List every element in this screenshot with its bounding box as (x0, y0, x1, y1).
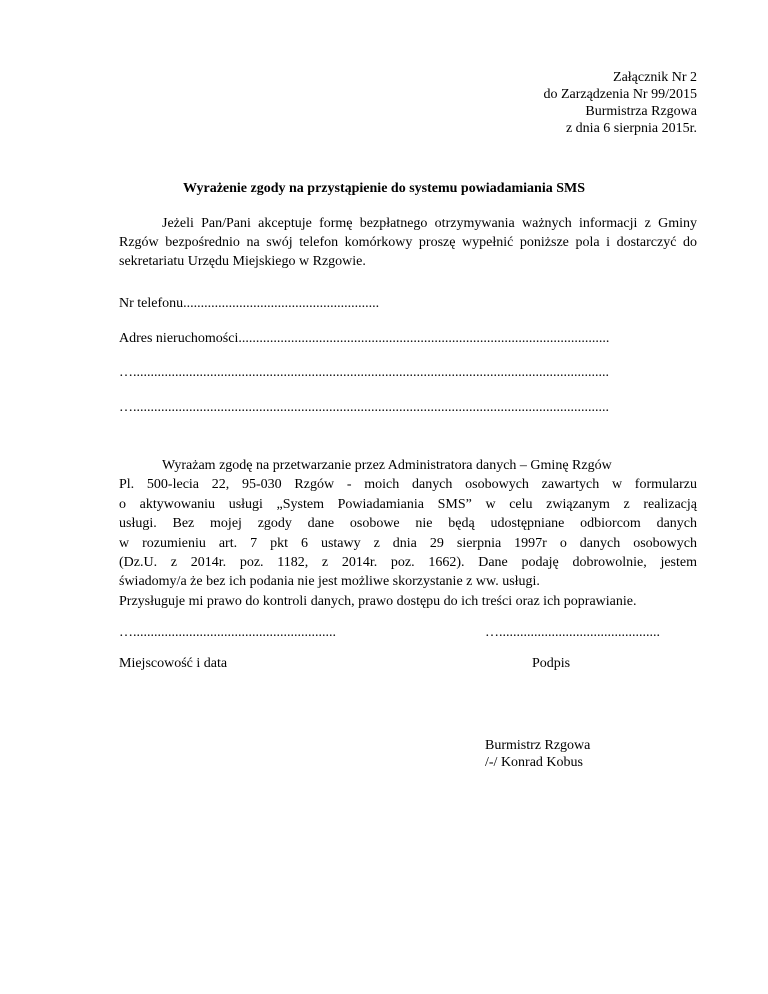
consent-line-2: Pl. 500-lecia 22, 95-030 Rzgów - moich danych osobowych zawartych w formularzu (119, 477, 697, 493)
address-continuation-field-2[interactable]: …........................................................................................................................................ (119, 400, 609, 415)
signature-field[interactable]: ….............................................. (485, 625, 660, 640)
header-line-mayor: Burmistrza Rzgowa (585, 104, 697, 119)
signature-label: Podpis (532, 656, 571, 671)
place-date-field[interactable]: ….......................................................... (119, 625, 336, 640)
consent-line-1: Wyrażam zgodę na przetwarzanie przez Administratora danych – Gminę Rzgów (162, 458, 612, 473)
consent-line-3: o aktywowaniu usługi „System Powiadamiania SMS” w celu związanym z realizacją (119, 496, 697, 512)
header-line-attachment: Załącznik Nr 2 (613, 70, 697, 85)
attachment-header (543, 69, 697, 137)
consent-line-4: usługi. Bez mojej zgody dane osobowe nie będą udostępniane odbiorcom danych (119, 516, 697, 532)
intro-paragraph: Jeżeli Pan/Pani akceptuje formę bezpłatnego otrzymywania ważnych informacji z Gminy Rzgów bezpośrednio na swój telefon komórkowy proszę wypełnić poniższe pola i dostarczyć do sekretariatu Urzędu Miejskiego w Rzgowie. (119, 216, 697, 269)
header-line-date: z dnia 6 sierpnia 2015r. (565, 121, 697, 136)
mayor-title: Burmistrz Rzgowa (485, 738, 591, 753)
consent-line-8: Przysługuje mi prawo do kontroli danych, prawo dostępu do ich treści oraz ich poprawianie. (119, 593, 637, 609)
header-line-ordinance: do Zarządzenia Nr 99/2015 (543, 87, 697, 102)
phone-field[interactable]: Nr telefonu........................................................ (119, 296, 380, 311)
place-date-label: Miejscowość i data (119, 656, 228, 671)
consent-line-5: w rozumieniu art. 7 pkt 6 ustawy z dnia 29 sierpnia 1997r o danych osobowych (119, 535, 697, 551)
consent-paragraph (119, 456, 697, 611)
consent-line-6: (Dz.U. z 2014r. poz. 1182, z 2014r. poz. 1662). Dane podaję dobrowolnie, jestem (119, 554, 697, 570)
mayor-name: /-/ Konrad Kobus (485, 755, 583, 770)
document-title: Wyrażenie zgody na przystąpienie do systemu powiadamiania SMS (183, 181, 585, 196)
consent-line-7: świadomy/a że bez ich podania nie jest możliwe skorzystanie z ww. usługi. (119, 574, 540, 590)
address-field[interactable]: Adres nieruchomości.......................................................................................................... (119, 331, 610, 346)
address-continuation-field-1[interactable]: …........................................................................................................................................ (119, 365, 609, 380)
